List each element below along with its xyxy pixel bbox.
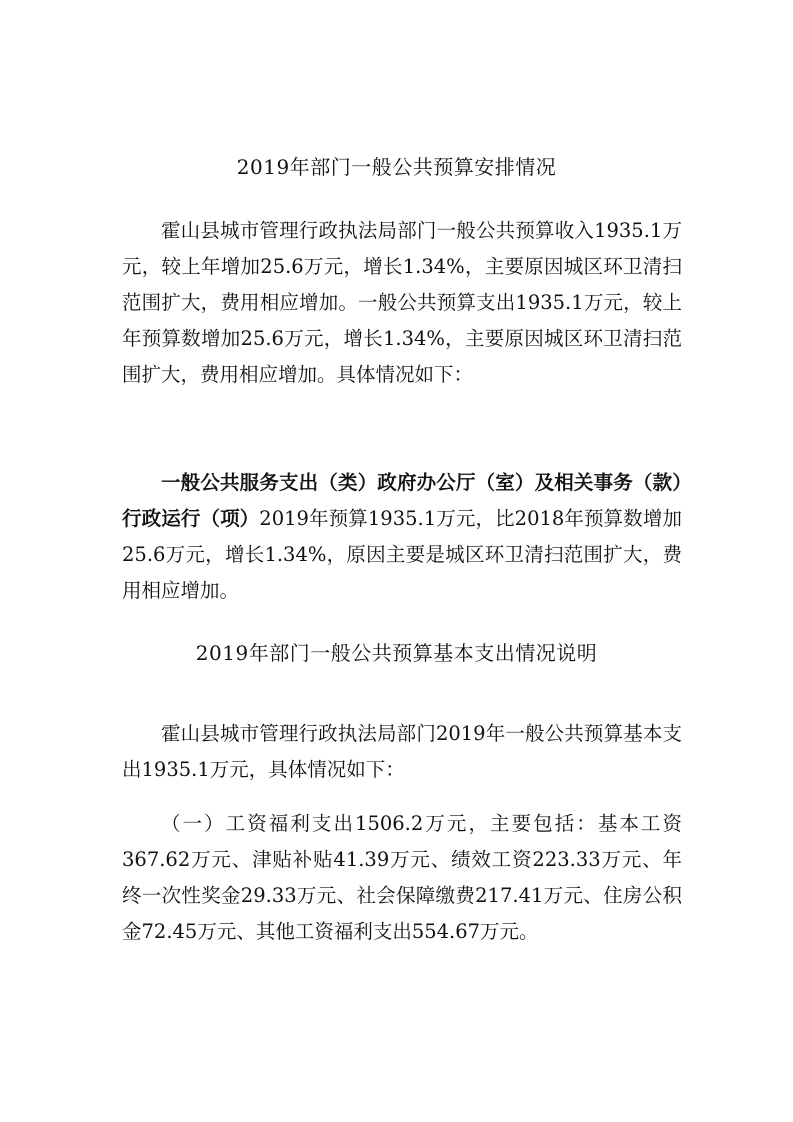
section-title-budget-arrangement: 2019年部门一般公共预算安排情况 <box>236 155 557 179</box>
paragraph-body: 2019年预算1935.1万元，比2018年预算数增加25.6万元，增长1.34%，原因主要是城区环卫清扫范围扩大，费用相应增加。 <box>122 507 682 602</box>
paragraph-salary-welfare: （一）工资福利支出1506.2万元，主要包括：基本工资367.62万元、津贴补贴41.39万元、绩效工资223.33万元、年终一次性奖金29.33万元、社会保障缴费217.41万元、住房公积金72.45万元、其他工资福利支出554.67万元。 <box>122 812 682 943</box>
paragraph-basic-expenditure-summary: 霍山县城市管理行政执法局部门2019年一般公共预算基本支出1935.1万元，具体情况如下： <box>122 722 682 781</box>
paragraph-heading-bold: 一般公共服务支出（类）政府办公厅（室）及相关事务（款）行政运行（项） <box>122 471 682 530</box>
section-title-basic-expenditure: 2019年部门一般公共预算基本支出情况说明 <box>195 641 598 665</box>
paragraph-budget-summary: 霍山县城市管理行政执法局部门一般公共预算收入1935.1万元，较上年增加25.6万元，增长1.34%，主要原因城区环卫清扫范围扩大，费用相应增加。一般公共预算支出1935.1万元，较上年预算数增加25.6万元，增长1.34%，主要原因城区环卫清扫范围扩大，费用相应增加。具体情况如下： <box>122 219 682 386</box>
paragraph-general-public-services <box>122 465 682 609</box>
